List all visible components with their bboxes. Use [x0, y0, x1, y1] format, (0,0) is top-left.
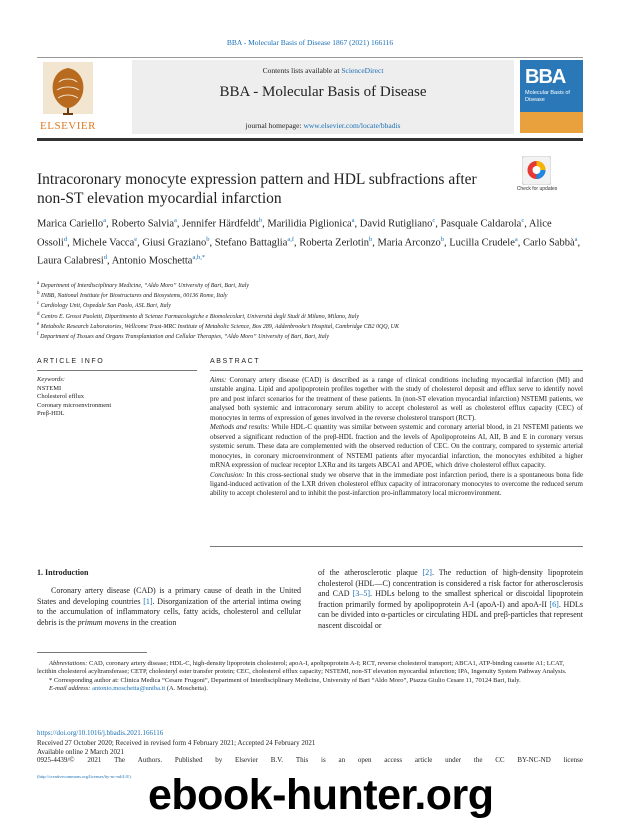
affiliation-marker[interactable]: a — [351, 217, 355, 224]
affiliation-marker[interactable]: d — [103, 254, 108, 261]
corresponding-author-footnote: * Corresponding author at: Clinica Medica “Cesare Frugoni”, Department of Interdisciplinary Medicine, University of Bari “Aldo Moro”, Piazza Giulio Cesare 11, 70124 Bari, Italy. — [49, 676, 521, 684]
author-name[interactable]: Jennifer Härdfeldt — [182, 218, 259, 230]
affiliation-marker[interactable]: c — [521, 217, 525, 224]
affiliation: $^d$ Centro E. Grossi Paoletti, Dipartimento di Scienze Farmacologiche e Biomolecolari, Università degli Studi di Milano, Milano, Italy — [37, 311, 360, 320]
homepage-link[interactable]: www.elsevier.com/locate/bbadis — [303, 121, 401, 130]
affiliation-marker[interactable]: b — [206, 235, 210, 243]
check-for-updates-icon[interactable] — [522, 156, 551, 185]
elsevier-logo — [37, 60, 99, 134]
affiliation-marker[interactable]: a,f — [287, 235, 295, 243]
author-name[interactable]: Carlo Sabbà — [523, 237, 575, 248]
cover-subtitle: Molecular Basis of Disease — [525, 90, 570, 103]
author-name[interactable]: Marilidia Piglionica — [267, 218, 352, 230]
abstract-aims: Aims: Coronary artery disease (CAD) is described as a range of clinical conditions including myocardial infarction (MI) and unstable angina. Lipid and apolipoprotein profiles together with the study of cholesterol deposit and efflux serve to identify novel pre and post infarct scenarios for the treatment of these patients. In (non-ST elevation myocardial infarction) NSTEMI patients, we analysed both systemic and intracoronary serum ability to accept cholesterol as well as cholesterol efflux capacity (CEC) of monocytes in terms of expression of genes involved in the reverse cholesterol transport (RCT). — [210, 376, 583, 422]
license-line — [37, 756, 583, 765]
cover-title: BBA — [525, 66, 566, 88]
affiliation: $^c$ Cardiology Unit, Ospedale San Paolo, ASL Bari, Italy — [37, 301, 171, 310]
affiliation-list — [37, 280, 583, 341]
author-name[interactable]: Lucilla Crudele — [449, 237, 515, 248]
license-url[interactable]: (http://creativecommons.org/licenses/by-nc-nd/4.0/). — [37, 774, 132, 779]
affiliation-marker[interactable]: a — [574, 235, 578, 243]
affiliation-marker[interactable]: a — [514, 235, 518, 243]
license-word: The — [114, 756, 126, 765]
keyword: NSTEMI — [37, 384, 62, 392]
license-word: the — [473, 756, 483, 765]
license-word: open — [357, 756, 372, 765]
header-top-rule — [37, 57, 583, 58]
citation-link[interactable]: [3–5] — [352, 589, 370, 599]
license-word: Published — [174, 756, 203, 765]
affiliation-marker[interactable]: b — [368, 235, 373, 243]
intro-left-column: Coronary artery disease (CAD) is a primary cause of death in the United States and developing countries [1]. Disorganization of the arterial intima owing to the accumulation of inflammatory cells, fatty acids, cholesterol and cellular debris is the primum movens in the creation — [37, 586, 302, 627]
license-word: is — [321, 756, 326, 765]
affiliation: $^e$ Metabolic Research Laboratories, Wellcome Trust-MRC Institute of Metabolic Science, Box 289, Addenbrooke’s Hospital, Cambridge CB2 0QQ, UK — [37, 321, 399, 330]
affiliation-marker[interactable]: b — [258, 217, 263, 224]
license-word: license — [563, 756, 583, 765]
affiliation: $^f$ Department of Tissues and Organs Transplantation and Cellular Therapies, “Aldo Moro” University of Bari, Bari, Italy — [37, 332, 330, 341]
check-for-updates-label: Check for updates — [516, 186, 558, 192]
email-footnote: E-mail address: antonio.moschetta@uniba.it (A. Moschetta). — [49, 684, 208, 692]
abstract-bottom-rule — [210, 546, 583, 547]
sciencedirect-link[interactable]: ScienceDirect — [341, 66, 384, 75]
watermark-text: ebook-hunter.org — [148, 771, 494, 819]
license-word: an — [338, 756, 346, 765]
header-bottom-rule — [37, 138, 583, 141]
affiliation: $^b$ INBB, National Institute for Biostructures and Biosystems, 00136 Rome, Italy — [37, 291, 228, 300]
affiliation-marker[interactable]: a — [174, 217, 177, 224]
license-word: Authors. — [137, 756, 163, 765]
author-name[interactable]: David Rutigliano — [359, 218, 433, 230]
abbreviations-footnote: Abbreviations: CAD, coronary artery disease; HDL-C, high-density lipoprotein cholesterol; apoA-I, apolipoprotein A-I; RCT, reverse cholesterol transport; ABCA1, ATP-binding cassette A1; LCAT, lecithin cholesterol acyltransferase; CETP, cholesteryl ester transfer protein; CEC, cholesterol efflux capacity; NSTEMI, non-ST elevation myocardial infarction; IPA, Ingenuity System Pathway Analysis. — [37, 660, 567, 676]
author-name[interactable]: Michele Vacca — [72, 237, 135, 248]
affiliation: $^a$ Department of Interdisciplinary Medicine, “Aldo Moro” University of Bari, Bari, Italy — [37, 281, 250, 289]
abstract-rule — [210, 370, 583, 371]
publication-history — [37, 739, 583, 765]
keywords-block — [37, 376, 197, 419]
affiliation-marker[interactable]: b — [440, 235, 445, 243]
author-name[interactable]: Laura Calabresi — [37, 255, 104, 267]
contents-line: Contents lists available at ScienceDirect — [262, 66, 384, 75]
keyword: Cholesterol efflux — [37, 393, 84, 401]
available-online: Available online 2 March 2021 — [37, 747, 124, 756]
article-title: Intracoronary monocyte expression pattern and HDL subfractions after non-ST elevation myocardial infarction — [37, 171, 477, 207]
received-dates: Received 27 October 2020; Received in revised form 4 February 2021; Accepted 24 February 2021 — [37, 739, 316, 747]
license-word: 0925-4439/© — [37, 756, 75, 765]
license-word: BY-NC-ND — [517, 756, 551, 765]
footnotes — [37, 660, 583, 693]
article-info-rule — [37, 370, 197, 371]
intro-heading: 1. Introduction — [37, 568, 89, 577]
keywords-label: Keywords: — [37, 376, 65, 383]
affiliation-marker[interactable]: d — [63, 235, 68, 243]
abstract-heading: ABSTRACT — [210, 358, 261, 365]
keyword: Preβ-HDL — [37, 410, 65, 418]
license-word: by — [215, 756, 223, 765]
author-list: Marica Cariello$^a$, Roberto Salvia$^a$, Jennifer Härdfeldt$^b$, Marilidia Piglionica$^a$, David Rutigliano$^c$, Pasquale Caldarola$^c$, Alice Ossoli$^d$, Michele Vacca$^e$, Giusi Graziano$^b$, Stefano Battaglia$^{a,f}$, Roberta Zerlotin$^b$, Maria Arconzo$^b$, Lucilla Crudele$^a$, Carlo Sabbà$^a$, Laura Calabresi$^d$, Antonio Moschetta$^{a,b,*}$ — [37, 217, 581, 267]
doi-link[interactable]: https://doi.org/10.1016/j.bbadis.2021.166116 — [37, 729, 164, 737]
citation-link[interactable]: [6] — [549, 599, 559, 609]
affiliation-marker[interactable]: a — [103, 217, 107, 224]
journal-title: BBA - Molecular Basis of Disease — [219, 84, 427, 100]
author-name[interactable]: Pasquale Caldarola — [440, 218, 522, 230]
affiliation-marker[interactable]: a,b,* — [192, 254, 206, 261]
license-word: access — [384, 756, 403, 765]
author-name[interactable]: Roberta Zerlotin — [299, 237, 369, 248]
intro-right-column: of the atherosclerotic plaque [2]. The reduction of high-density lipoprotein cholesterol (HDL—C) concentration is considered a risk factor for atherosclerosis and CAD [3–5]. HDLs belong to the smallest spherical or discoidal lipoprotein fraction primarily formed by apolipoprotein A-I (apoA-I) and apoA-II [6]. HDLs can be divided into α-particles or circulating HDL and preβ-particles that represent nascent discoidal or — [318, 568, 584, 630]
author-name[interactable]: Antonio Moschetta — [111, 255, 193, 267]
author-name[interactable]: Alice Ossoli — [37, 218, 552, 248]
footnote-rule — [37, 652, 147, 653]
license-word: article — [414, 756, 433, 765]
license-word: under — [445, 756, 462, 765]
license-word: CC — [495, 756, 505, 765]
abstract-body — [210, 376, 583, 499]
elsevier-wordmark: ELSEVIER — [40, 120, 96, 132]
license-word: Elsevier — [235, 756, 258, 765]
author-name[interactable]: Giusi Graziano — [142, 237, 207, 248]
author-name[interactable]: Roberto Salvia — [111, 218, 175, 230]
citation-link[interactable]: [1] — [143, 596, 153, 606]
journal-homepage: journal homepage: www.elsevier.com/locate/bbadis — [245, 121, 401, 130]
citation-link[interactable]: [2] — [422, 568, 432, 577]
license-word: 2021 — [87, 756, 102, 765]
abstract-methods: Methods and results: While HDL-C quantity was similar between systemic and coronary arterial blood, in 21 NSTEMI patients we observed a significant reduction of the preβ-HDL fraction and the levels of Apolipoproteins AI, AII, B and E in coronary versus systemic serum. These data are complemented with the observed reduction of CEC. On the contrary, compared to systemic arterial monocytes, in coronary microenvironment of NSTEMI patients after myocardial infarction, the monocytes exhibited a higher mRNA expression of nuclear receptor LXRα and its targets ABCA1 and APOE, which drive cholesterol efflux capacity. — [210, 423, 583, 470]
keyword: Coronary microenvironment — [37, 401, 112, 409]
article-info-heading: ARTICLE INFO — [37, 358, 105, 365]
email-link[interactable]: antonio.moschetta@uniba.it — [92, 684, 166, 692]
journal-reference: BBA - Molecular Basis of Disease 1867 (2021) 166116 — [226, 38, 394, 47]
author-name[interactable]: Maria Arconzo — [377, 237, 441, 248]
affiliation-marker[interactable]: e — [134, 235, 138, 243]
author-name[interactable]: Marica Cariello — [37, 218, 104, 230]
license-word: B.V. — [270, 756, 284, 765]
cover-image — [520, 112, 583, 133]
author-name[interactable]: Stefano Battaglia — [214, 237, 288, 248]
journal-cover — [520, 60, 583, 133]
abstract-conclusion: Conclusion: In this cross-sectional study we observe that in the immediate post infarction period, there is a spontaneous bona fide ligand-induced activation of the LXR driven cholesterol efflux capacity of intracoronary monocytes to overcome the reduced serum ability to accept cholesterol and to inhibit the post-infarction pro-inflammatory local microenvironment. — [210, 470, 583, 498]
affiliation-marker[interactable]: c — [432, 217, 436, 224]
license-word: This — [295, 756, 309, 765]
